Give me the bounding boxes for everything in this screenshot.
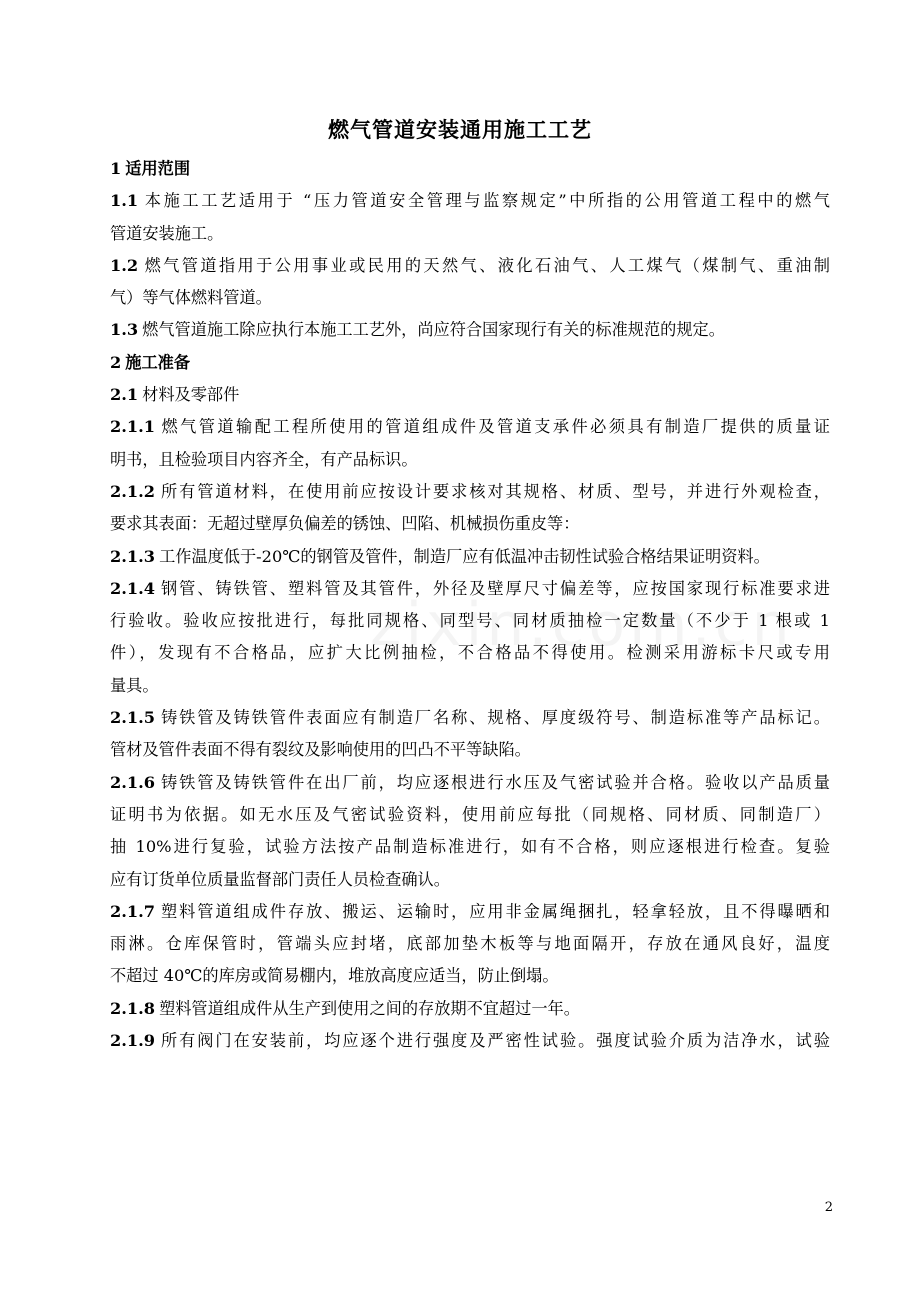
clause-number: 2.1.2	[110, 481, 156, 501]
document-body	[110, 153, 830, 1057]
paragraph-line	[110, 508, 830, 540]
clause-number: 2.1.5	[110, 708, 156, 728]
clause-text: 行验收。验收应按批进行，每批同规格、同型号、同材质抽检一定数量（不少于 1 根或 1	[110, 611, 830, 631]
clause-text: 抽 10%进行复验，试验方法按产品制造标准进行，如有不合格，则应逐根进行检查。复验	[110, 837, 830, 857]
paragraph-line	[110, 928, 830, 960]
clause-text: 适用范围	[125, 159, 191, 178]
clause-text: 燃气管道施工除应执行本施工工艺外，尚应符合国家现行有关的标准规范的规定。	[142, 320, 725, 340]
paragraph-line	[110, 637, 830, 669]
paragraph-line	[110, 476, 830, 508]
clause-text: 不超过 40℃的库房或简易棚内，堆放高度应适当，防止倒塌。	[110, 966, 559, 986]
clause-number: 1	[110, 159, 122, 178]
paragraph-line	[110, 670, 830, 702]
paragraph-line	[110, 250, 830, 282]
clause-text: 铸铁管及铸铁管件在出厂前，均应逐根进行水压及气密试验并合格。验收以产品质量	[159, 772, 830, 792]
section-heading	[110, 153, 830, 185]
paragraph-line	[110, 379, 830, 411]
clause-text: 燃气管道输配工程所使用的管道组成件及管道支承件必须具有制造厂提供的质量证	[159, 417, 830, 437]
clause-text: 燃气管道指用于公用事业或民用的天然气、液化石油气、人工煤气（煤制气、重油制	[142, 255, 830, 275]
paragraph-line	[110, 218, 830, 250]
paragraph-line	[110, 767, 830, 799]
clause-text: 证明书为依据。如无水压及气密试验资料，使用前应每批（同规格、同材质、同制造厂）	[110, 804, 830, 824]
clause-number: 2	[110, 352, 122, 372]
paragraph-line	[110, 314, 830, 346]
clause-number: 1.3	[110, 320, 139, 340]
clause-number: 2.1.3	[110, 546, 156, 566]
clause-text: 件），发现有不合格品，应扩大比例抽检，不合格品不得使用。检测采用游标卡尺或专用	[110, 643, 830, 663]
clause-text: 塑料管道组成件存放、搬运、运输时，应用非金属绳捆扎，轻拿轻放，且不得曝晒和	[159, 901, 830, 921]
clause-text: 量具。	[110, 675, 159, 695]
clause-text: 所有阀门在安装前，均应逐个进行强度及严密性试验。强度试验介质为洁净水，试验	[159, 1031, 830, 1051]
clause-number: 2.1.6	[110, 772, 156, 792]
clause-text: 应有订货单位质量监督部门责任人员检查确认。	[110, 869, 450, 889]
page-number: 2	[824, 1200, 833, 1215]
clause-text: 管道安装施工。	[110, 223, 224, 243]
paragraph-line	[110, 282, 830, 314]
clause-text: 塑料管道组成件从生产到使用之间的存放期不宜超过一年。	[159, 998, 580, 1018]
paragraph-line	[110, 799, 830, 831]
section-heading	[110, 347, 830, 379]
paragraph-line	[110, 541, 830, 573]
clause-text: 明书，且检验项目内容齐全，有产品标识。	[110, 449, 418, 469]
clause-number: 2.1	[110, 385, 139, 405]
paragraph-line	[110, 831, 830, 863]
clause-text: 雨淋。仓库保管时，管端头应封堵，底部加垫木板等与地面隔开，存放在通风良好，温度	[110, 934, 830, 954]
clause-number: 2.1.7	[110, 901, 156, 921]
paragraph-line	[110, 605, 830, 637]
paragraph-line	[110, 411, 830, 443]
clause-text: 本施工工艺适用于 “压力管道安全管理与监察规定”中所指的公用管道工程中的燃气	[142, 191, 830, 211]
paragraph-line	[110, 896, 830, 928]
clause-number: 2.1.8	[110, 998, 156, 1018]
clause-text: 要求其表面：无超过壁厚负偏差的锈蚀、凹陷、机械损伤重皮等：	[110, 514, 580, 534]
clause-number: 2.1.4	[110, 578, 156, 598]
paragraph-line	[110, 993, 830, 1025]
clause-text: 工作温度低于-20℃的钢管及管件，制造厂应有低温冲击韧性试验合格结果证明资料。	[159, 546, 770, 566]
clause-text: 铸铁管及铸铁管件表面应有制造厂名称、规格、厚度级符号、制造标准等产品标记。	[159, 708, 830, 728]
clause-text: 施工准备	[125, 352, 191, 372]
paragraph-line	[110, 1025, 830, 1057]
paragraph-line	[110, 444, 830, 476]
clause-number: 1.1	[110, 191, 139, 211]
paragraph-line	[110, 702, 830, 734]
paragraph-line	[110, 185, 830, 217]
clause-number: 1.2	[110, 255, 139, 275]
clause-text: 气）等气体燃料管道。	[110, 288, 272, 308]
paragraph-line	[110, 734, 830, 766]
paragraph-line	[110, 573, 830, 605]
clause-text: 钢管、铸铁管、塑料管及其管件，外径及壁厚尺寸偏差等，应按国家现行标准要求进	[159, 578, 830, 598]
clause-text: 管材及管件表面不得有裂纹及影响使用的凹凸不平等缺陷。	[110, 740, 531, 760]
document-title: 燃气管道安装通用施工工艺	[328, 117, 592, 142]
clause-text: 所有管道材料，在使用前应按设计要求核对其规格、材质、型号，并进行外观检查，	[159, 481, 830, 501]
paragraph-line	[110, 960, 830, 992]
clause-text: 材料及零部件	[142, 385, 240, 405]
clause-number: 2.1.1	[110, 417, 156, 437]
clause-number: 2.1.9	[110, 1031, 156, 1051]
paragraph-line	[110, 864, 830, 896]
